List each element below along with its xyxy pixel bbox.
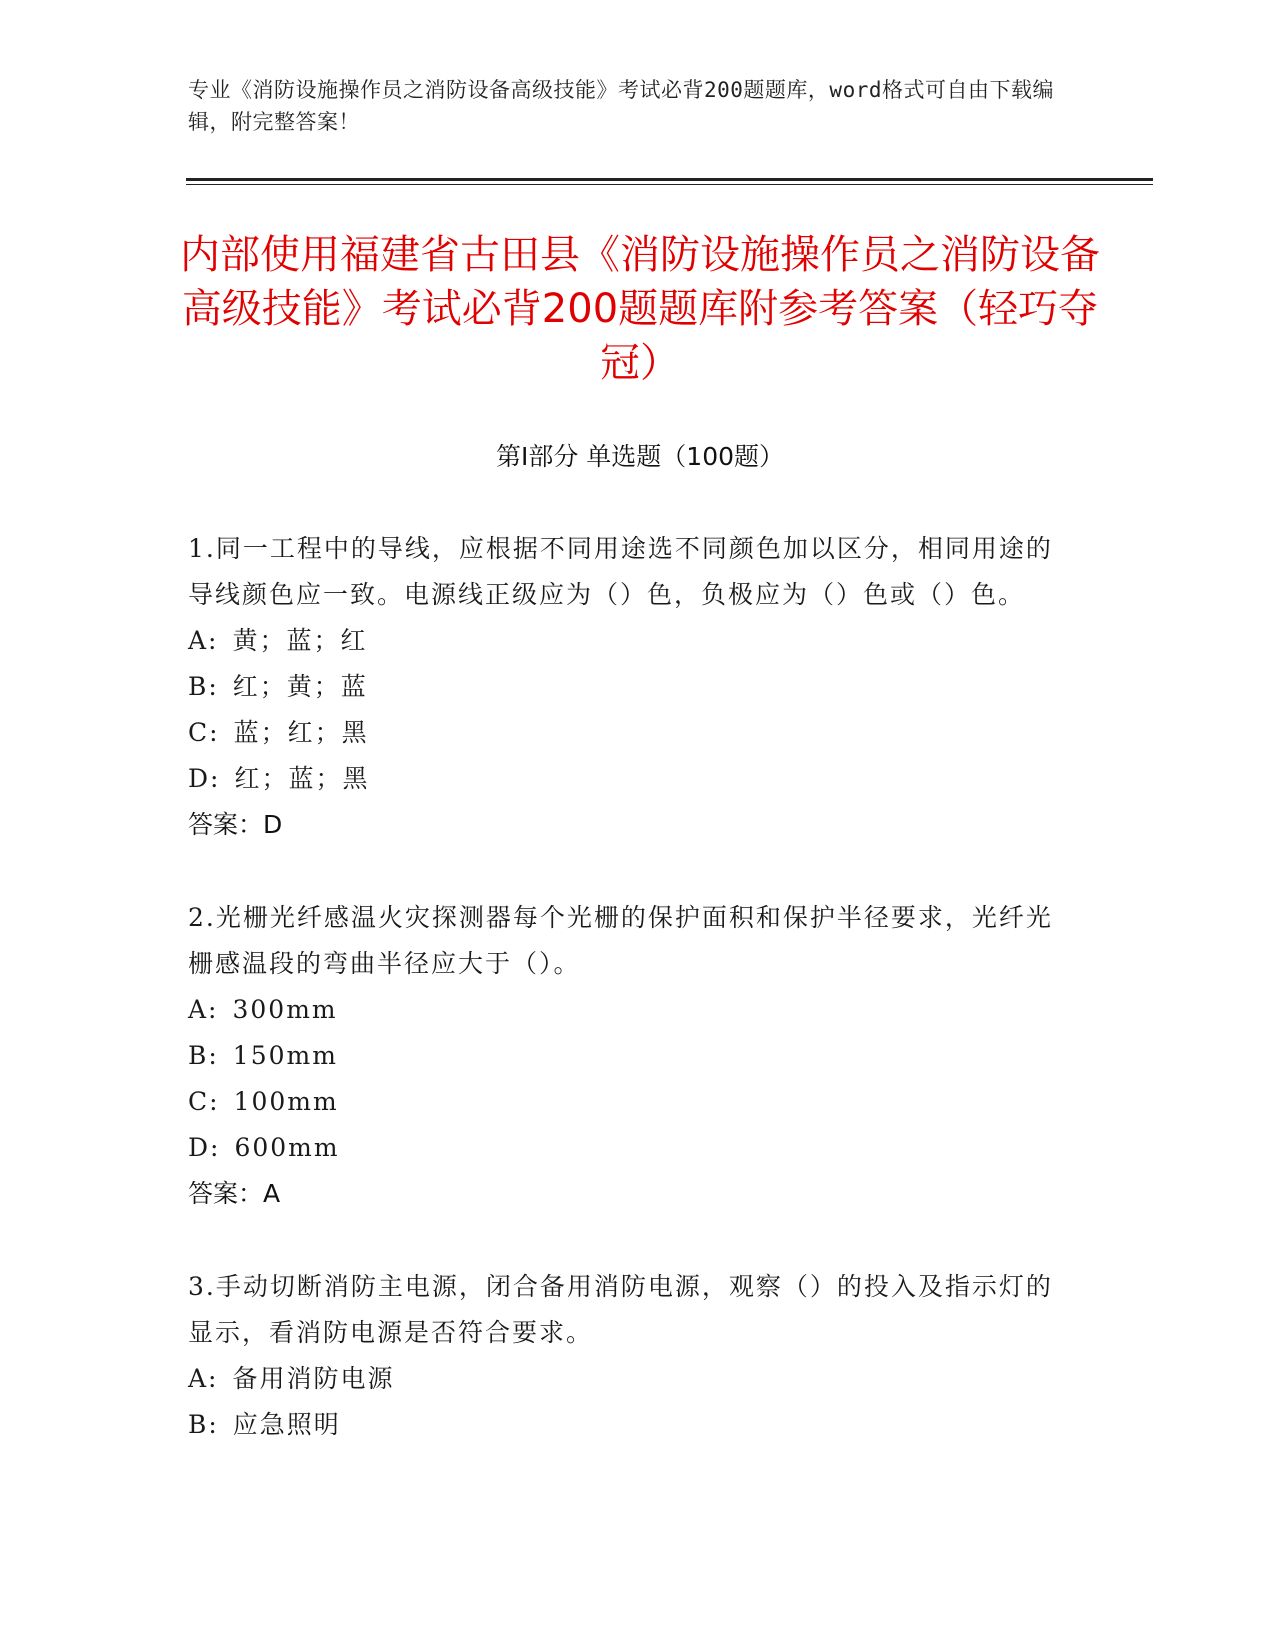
option-key: C: [188,718,220,747]
option-b [188,1402,1068,1448]
question-list [188,526,1068,1495]
option-d [188,1125,1068,1171]
option-key: C: [188,1087,220,1116]
option-c [188,710,1068,756]
option-a [188,1356,1068,1402]
option-b [188,664,1068,710]
option-key: B: [188,1410,219,1439]
option-key: B: [188,672,219,701]
option-key: A: [188,995,219,1024]
option-d [188,756,1068,802]
question-3 [188,1264,1068,1448]
header-note: 专业《消防设施操作员之消防设备高级技能》考试必背200题题库，word格式可自由下载编辑，附完整答案！ [188,78,1054,134]
option-key: A: [188,1364,219,1393]
document-title: 内部使用福建省古田县《消防设施操作员之消防设备高级技能》考试必背200题题库附参考答案（轻巧夺冠） [180,232,1100,386]
option-text: 黄；蓝；红 [232,626,368,655]
option-key: A: [188,626,219,655]
option-text: 300mm [232,995,338,1024]
option-text: 100mm [233,1087,339,1116]
option-key: D: [188,764,221,793]
answer-line: 答案：D [188,810,283,839]
option-text: 600mm [234,1133,340,1162]
option-text: 备用消防电源 [232,1364,395,1393]
option-text: 应急照明 [232,1410,341,1439]
option-a [188,987,1068,1033]
section-heading: 第I部分 单选题（100题） [495,442,785,471]
question-stem: 2.光栅光纤感温火灾探测器每个光栅的保护面积和保护半径要求，光纤光栅感温段的弯曲半径应大于（）。 [188,903,1053,978]
option-a [188,618,1068,664]
option-text: 红；蓝；黑 [234,764,370,793]
option-text: 150mm [232,1041,338,1070]
option-text: 红；黄；蓝 [232,672,368,701]
question-stem: 1.同一工程中的导线，应根据不同用途选不同颜色加以区分，相同用途的导线颜色应一致。电源线正级应为（）色，负极应为（）色或（）色。 [188,534,1053,609]
question-1 [188,526,1068,848]
question-2 [188,895,1068,1217]
option-b [188,1033,1068,1079]
question-stem: 3.手动切断消防主电源，闭合备用消防电源，观察（）的投入及指示灯的显示，看消防电源是否符合要求。 [188,1272,1053,1347]
header-rule-thick [186,178,1153,181]
option-c [188,1079,1068,1125]
answer-line: 答案：A [188,1179,281,1208]
option-key: D: [188,1133,221,1162]
option-text: 蓝；红；黑 [233,718,369,747]
header-rule-thin [186,184,1153,185]
option-key: B: [188,1041,219,1070]
